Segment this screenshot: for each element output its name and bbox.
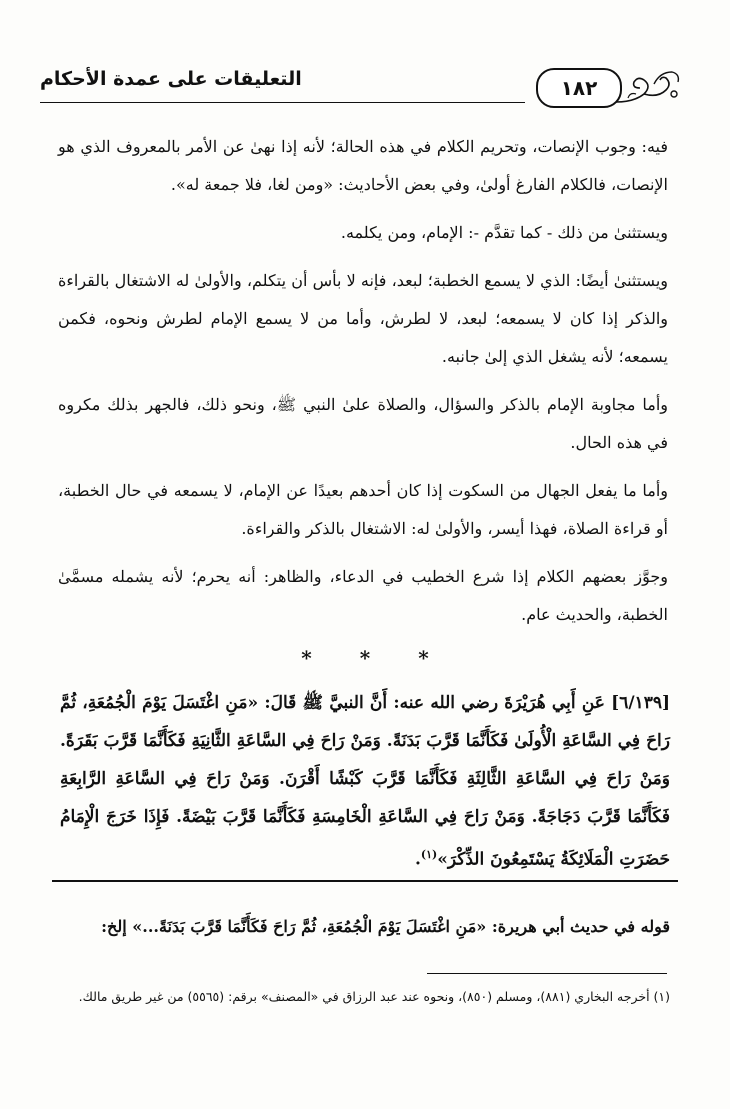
paragraph-2: ويستثنىٰ من ذلك - كما تقدَّم -: الإمام، ومن يكلمه. [340, 223, 668, 242]
hadith-body: عَنِ أَبِي هُرَيْرَةَ رضي الله عنه: أَنَّ النبيَّ ﷺ قَالَ: «مَنِ اغْتَسَلَ يَوْمَ الْجُمُعَةِ، ثُمَّ رَاحَ فِي السَّاعَةِ الْأُولَىٰ فَكَأَنَّمَا قَرَّبَ بَدَنَةً. وَمَنْ رَاحَ فِي السَّاعَةِ الثَّانِيَةِ فَكَأَنَّمَا قَرَّبَ بَقَرَةً. وَمَنْ رَاحَ فِي السَّاعَةِ الثَّالِثَةِ فَكَأَنَّمَا قَرَّبَ كَبْشًا أَقْرَنَ. وَمَنْ رَاحَ فِي السَّاعَةِ الرَّابِعَةِ فَكَأَنَّمَا قَرَّبَ دَجَاجَةً. وَمَنْ رَاحَ فِي السَّاعَةِ الْخَامِسَةِ فَكَأَنَّمَا قَرَّبَ بَيْضَةً. فَإِذَا خَرَجَ الْإِمَامُ حَضَرَتِ الْمَلَائِكَةُ يَسْتَمِعُونَ الذِّكْرَ» [60, 693, 670, 870]
footnote-rule [427, 973, 667, 974]
hadith-text: [٦/١٣٩] عَنِ أَبِي هُرَيْرَةَ رضي الله عنه: أَنَّ النبيَّ ﷺ قَالَ: «مَنِ اغْتَسَلَ يَوْمَ الْجُمُعَةِ، ثُمَّ رَاحَ فِي السَّاعَةِ الْأُولَىٰ فَكَأَنَّمَا قَرَّبَ بَدَنَةً. وَمَنْ رَاحَ فِي السَّاعَةِ الثَّانِيَةِ فَكَأَنَّمَا قَرَّبَ بَقَرَةً. وَمَنْ رَاحَ فِي السَّاعَةِ الثَّالِثَةِ فَكَأَنَّمَا قَرَّبَ كَبْشًا أَقْرَنَ. وَمَنْ رَاحَ فِي السَّاعَةِ الرَّابِعَةِ فَكَأَنَّمَا قَرَّبَ دَجَاجَةً. وَمَنْ رَاحَ فِي السَّاعَةِ الْخَامِسَةِ فَكَأَنَّمَا قَرَّبَ بَيْضَةً. فَإِذَا خَرَجَ الْإِمَامُ حَضَرَتِ الْمَلَائِكَةُ يَسْتَمِعُونَ الذِّكْرَ»$^{(١)}$. [60, 693, 670, 870]
header-rule [40, 102, 525, 103]
page-header [40, 62, 675, 108]
star-2: * [359, 646, 371, 670]
paragraph-6: وجوَّز بعضهم الكلام إذا شرع الخطيب في الدعاء، والظاهر: أنه يحرم؛ لأنه يشمله مسمَّىٰ الخطبة، والحديث عام. [58, 567, 669, 624]
running-title: التعليقات على عمدة الأحكام [40, 68, 302, 90]
section-separator [0, 646, 730, 670]
floral-ornament-icon [614, 64, 684, 106]
commentary-heading: قوله في حديث أبي هريرة: «مَنِ اغْتَسَلَ يَوْمَ الْجُمُعَةِ، ثُمَّ رَاحَ فَكَأَنَّمَا قَرَّبَ بَدَنَةً...» إلخ: [101, 917, 670, 936]
hadith-number: [٦/١٣٩] [611, 693, 670, 713]
paragraph-5: وأما ما يفعل الجهال من السكوت إذا كان أحدهم بعيدًا عن الإمام، لا يسمعه في حال الخطبة، أو قراءة الصلاة، فهذا أيسر، والأولىٰ له: الاشتغال بالذكر والقراءة. [58, 481, 668, 538]
paragraph-3: ويستثنىٰ أيضًا: الذي لا يسمع الخطبة؛ لبعد، فإنه لا بأس أن يتكلم، والأولىٰ له الاشتغال بالقراءة والذكر إذا كان لا يسمعه؛ لبعد، لا لطرش، وأما من لا يسمع الإمام لطرش ونحوه، فكمن يسمعه؛ لأنه يشغل الذي إلىٰ جانبه. [58, 271, 669, 366]
paragraph-4: وأما مجاوبة الإمام بالذكر والسؤال، والصلاة علىٰ النبي ﷺ، ونحو ذلك، فالجهر بذلك مكروه في هذه الحال. [58, 395, 668, 452]
body-text [58, 128, 668, 644]
page-number: ١٨٢ [536, 68, 622, 108]
section-rule [52, 880, 678, 882]
star-3: * [301, 646, 312, 670]
footnote-reference[interactable]: (١) [420, 848, 438, 861]
paragraph-1: فيه: وجوب الإنصات، وتحريم الكلام في هذه الحالة؛ لأنه إذا نهىٰ عن الأمر بالمعروف الذي هو الإنصات، فالكلام الفارغ أولىٰ، وفي بعض الأحاديث: «ومن لغا، فلا جمعة له». [58, 137, 668, 194]
star-1: * [418, 646, 429, 670]
footnote: (١) أخرجه البخاري (٨٨١)، ومسلم (٨٥٠)، ونحوه عند عبد الرزاق في «المصنف» برقم: (٥٥٦٥) من غير طريق مالك. [78, 989, 670, 1004]
